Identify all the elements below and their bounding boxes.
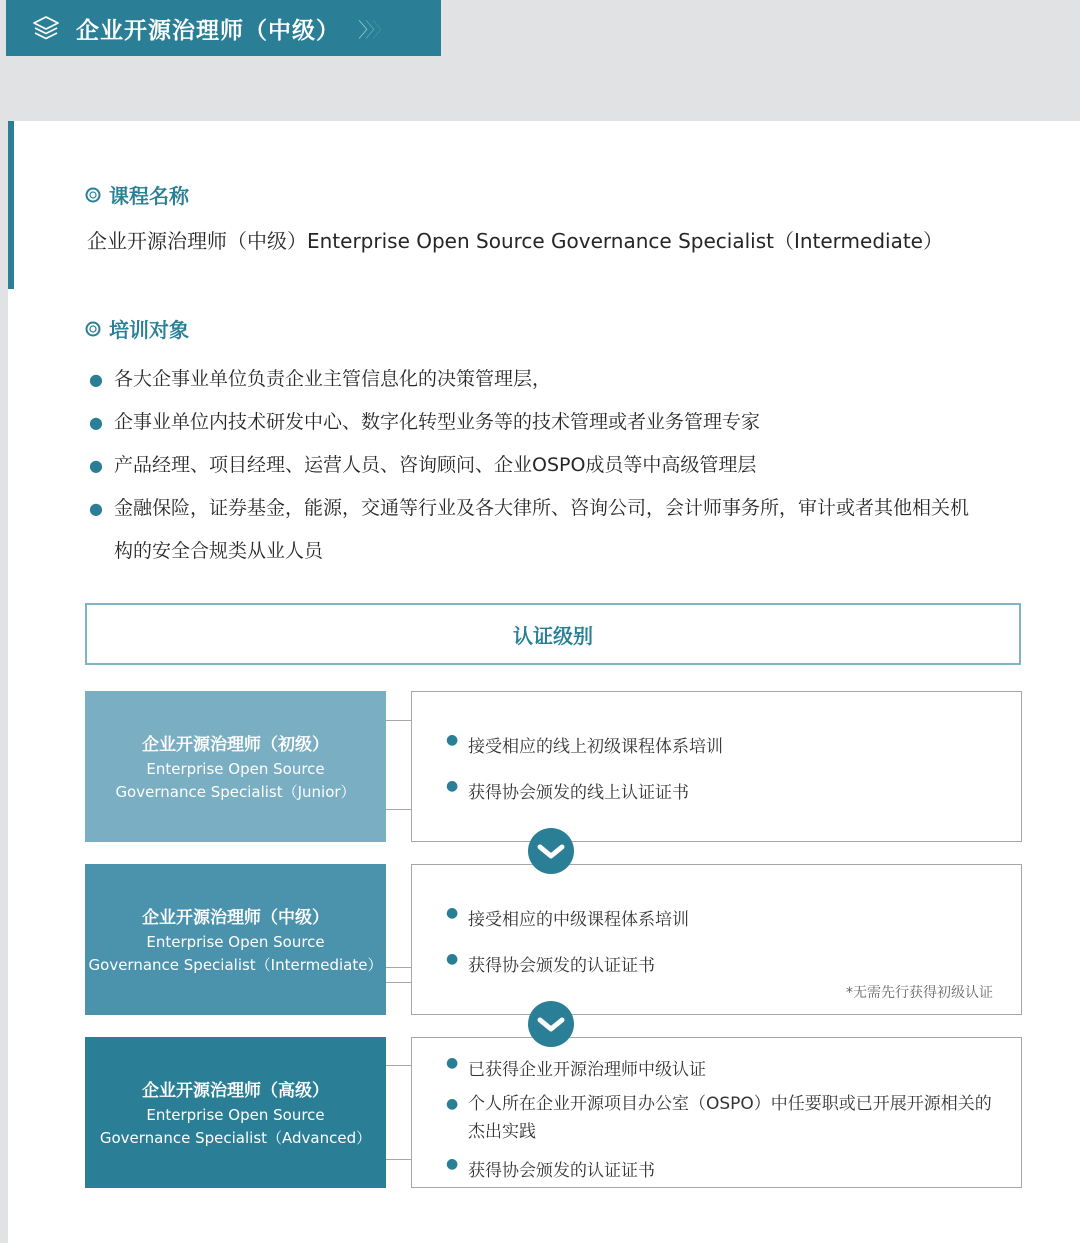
bullet-icon: ● <box>446 778 459 794</box>
connector-line <box>386 1159 411 1160</box>
layers-icon <box>32 15 60 41</box>
list-item: ● 接受相应的线上初级课程体系培训 <box>446 732 723 757</box>
bullet-icon: ● <box>89 456 103 475</box>
bullet-icon: ● <box>446 951 459 967</box>
content-panel <box>8 121 1080 1243</box>
bullet-icon: ● <box>89 413 103 432</box>
list-item: ● 个人所在企业开源项目办公室（OSPO）中任要职或已开展开源相关的杰出实践 <box>446 1090 1006 1146</box>
bullet-icon: ● <box>446 1055 459 1071</box>
accent-bar <box>8 121 14 289</box>
bullet-icon: ● <box>446 1096 459 1112</box>
list-item: ● 获得协会颁发的线上认证证书 <box>446 778 689 803</box>
level-intermediate-details <box>411 864 1022 1015</box>
course-name-text: 企业开源治理师（中级）Enterprise Open Source Governance Specialist（Intermediate） <box>87 229 943 253</box>
bullet-icon: ● <box>446 1156 459 1172</box>
page-banner <box>6 0 441 56</box>
list-item: ● 获得协会颁发的认证证书 <box>446 951 655 976</box>
course-name-heading: 课程名称 <box>85 180 189 209</box>
bullet-icon: ● <box>89 370 103 389</box>
level-junior-details <box>411 691 1022 842</box>
chevron-down-icon <box>528 828 574 874</box>
list-item: ● 获得协会颁发的认证证书 <box>446 1156 655 1181</box>
connector-line <box>386 720 411 721</box>
bullet-icon: ● <box>446 905 459 921</box>
bullet-icon: ● <box>446 732 459 748</box>
list-item: ● 接受相应的中级课程体系培训 <box>446 905 689 930</box>
list-item: ● 已获得企业开源治理师中级认证 <box>446 1055 706 1080</box>
triple-chevron-right-icon: 〉〉〉 <box>358 17 389 42</box>
ring-bullet-icon <box>85 187 101 203</box>
bullet-icon: ● <box>89 499 103 518</box>
connector-line <box>386 982 411 983</box>
connector-line <box>386 809 411 810</box>
connector-line <box>386 1065 411 1066</box>
level-advanced-details <box>411 1037 1022 1188</box>
level-advanced-card: 企业开源治理师（高级） Enterprise Open Source Governance Specialist（Advanced） <box>85 1037 386 1188</box>
list-item: ● 各大企事业单位负责企业主管信息化的决策管理层， <box>86 358 986 401</box>
list-item: ● 金融保险，证券基金，能源，交通等行业及各大律所、咨询公司，会计师事务所，审计或者其他相关机构的安全合规类从业人员 <box>86 487 986 573</box>
target-heading: 培训对象 <box>85 314 189 343</box>
level-intermediate-card: 企业开源治理师（中级） Enterprise Open Source Governance Specialist（Intermediate） <box>85 864 386 1015</box>
list-item: ● 企事业单位内技术研发中心、数字化转型业务等的技术管理或者业务管理专家 <box>86 401 986 444</box>
target-list <box>86 358 986 573</box>
connector-line <box>386 967 411 968</box>
ring-bullet-icon <box>85 321 101 337</box>
note-text: *无需先行获得初级认证 <box>846 985 993 1001</box>
chevron-down-icon <box>528 1001 574 1047</box>
banner-title: 企业开源治理师（中级） <box>76 17 340 44</box>
list-item: ● 产品经理、项目经理、运营人员、咨询顾问、企业OSPO成员等中高级管理层 <box>86 444 986 487</box>
cert-level-title-box: 认证级别 <box>85 603 1021 665</box>
level-junior-card: 企业开源治理师（初级） Enterprise Open Source Governance Specialist（Junior） <box>85 691 386 842</box>
